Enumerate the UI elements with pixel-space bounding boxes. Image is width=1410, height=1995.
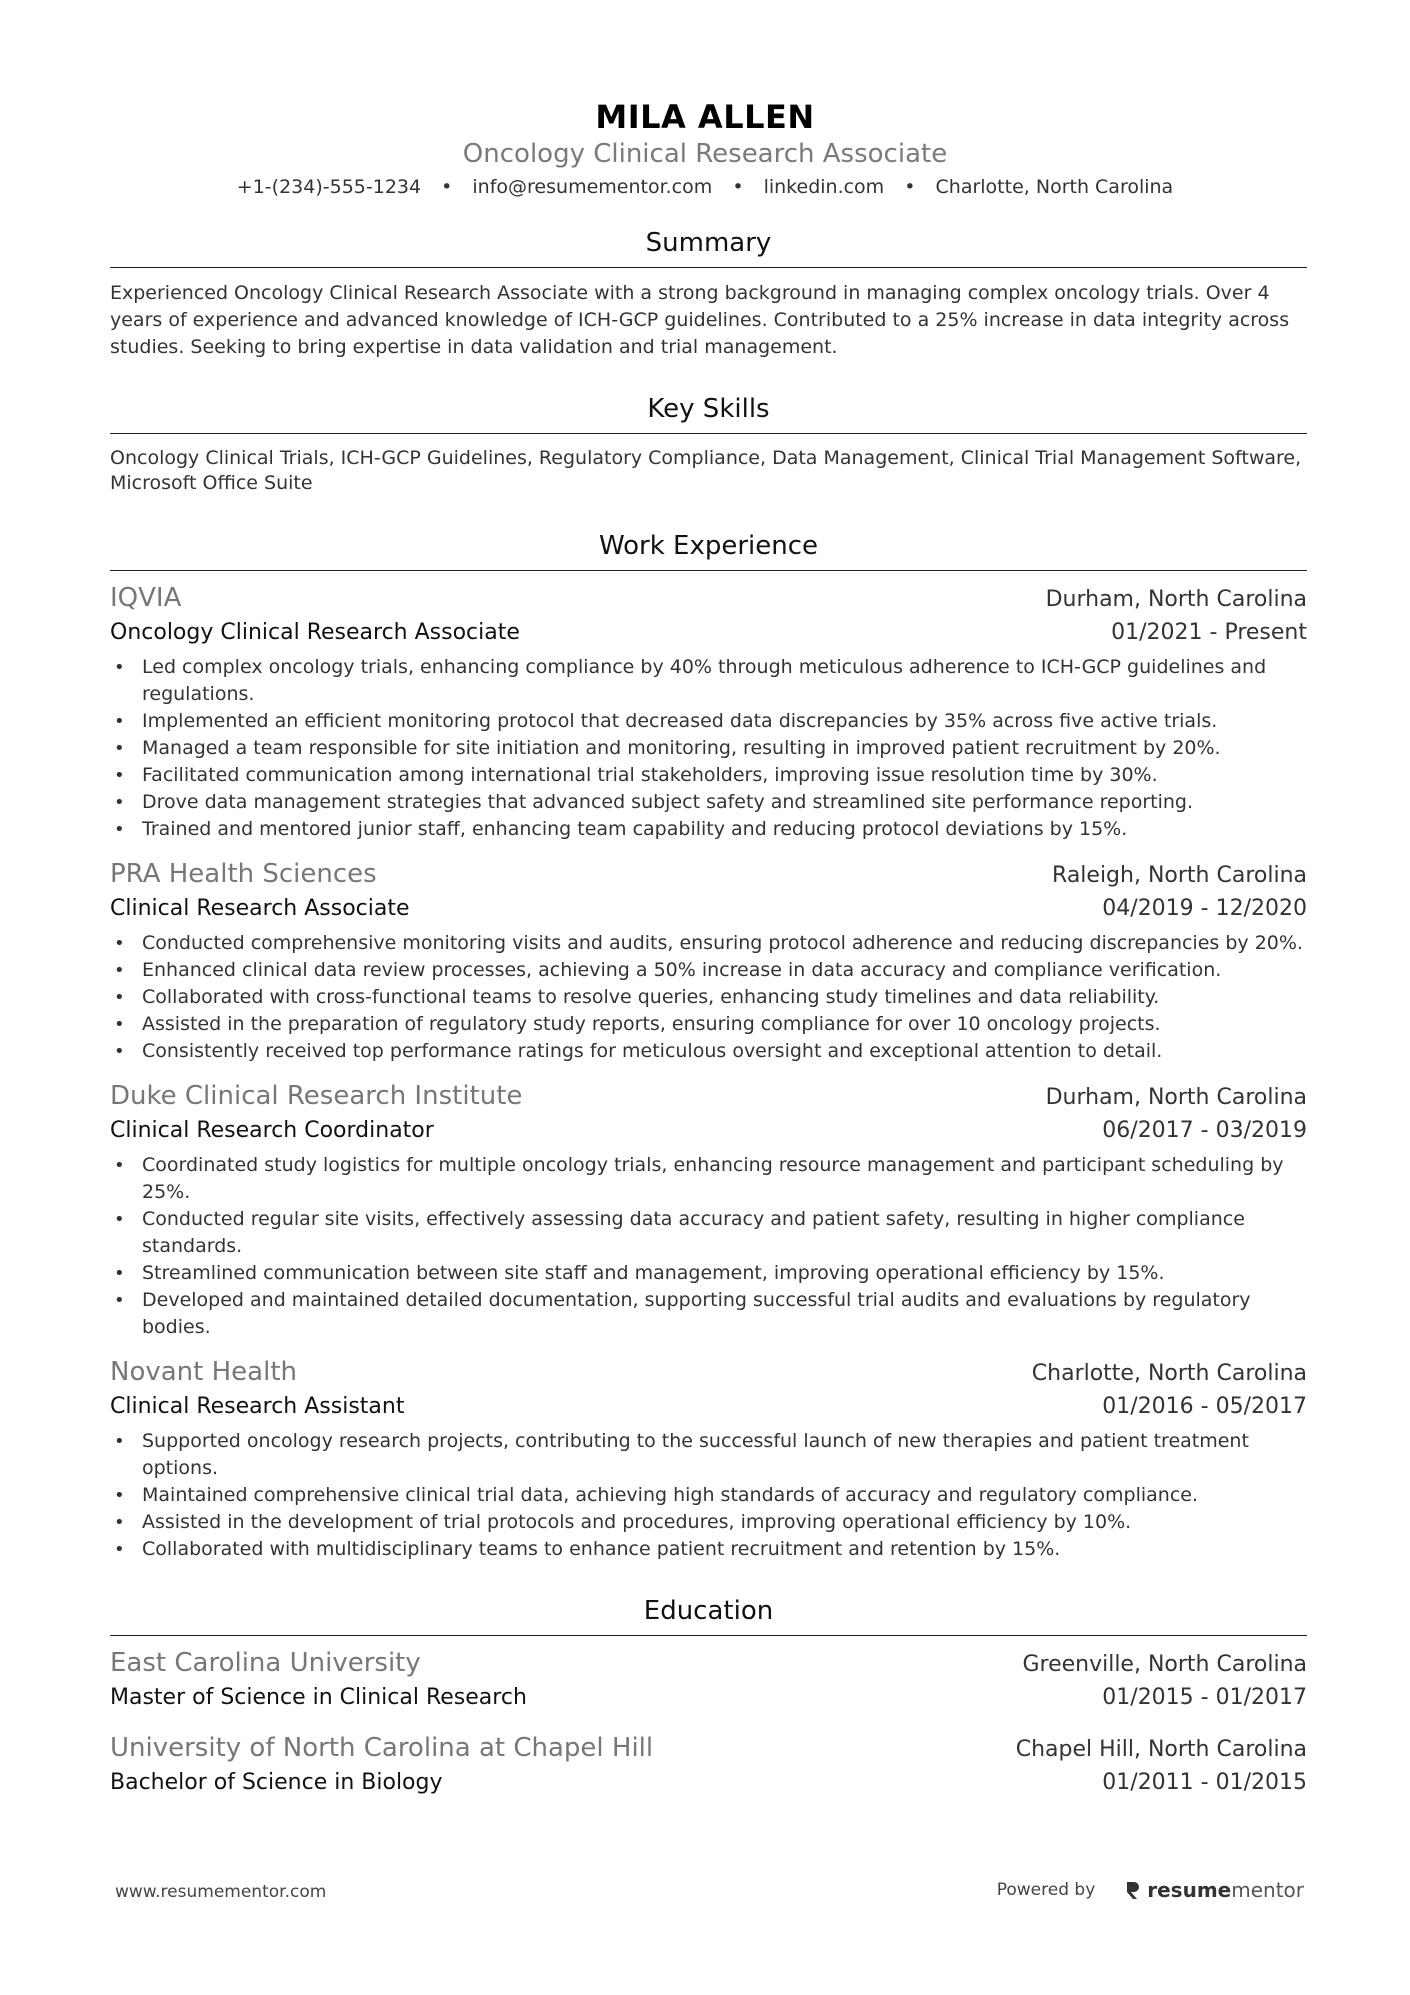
job-bullet: • Implemented an efficient monitoring protocol that decreased data discrepancies by 35% across five active trials. [110,708,1307,735]
experience-section [110,528,1307,1563]
powered-by-label: Powered by [996,1880,1096,1900]
job-location: Durham, North Carolina [1045,587,1307,612]
job-location: Charlotte, North Carolina [1031,1361,1307,1386]
job-bullet: • Enhanced clinical data review processes, achieving a 50% increase in data accuracy and compliance verification. [110,957,1307,984]
job-dates: 04/2019 - 12/2020 [1102,896,1307,921]
footer-website-link[interactable]: www.resumementor.com [115,1882,327,1902]
job-bullet: • Maintained comprehensive clinical trial data, achieving high standards of accuracy and regulatory compliance. [110,1482,1307,1509]
section-title: Work Experience [598,531,819,561]
job-bullet: • Assisted in the development of trial protocols and procedures, improving operational efficiency by 10%. [110,1509,1307,1536]
brand-name-light: mentor [1231,1878,1304,1902]
skills-text: Oncology Clinical Trials, ICH-GCP Guidelines, Regulatory Compliance, Data Management, Clinical Trial Management Software, Microsoft Office Suite [110,447,1302,494]
job-bullet: • Supported oncology research projects, contributing to the successful launch of new therapies and patient treatment options. [110,1428,1307,1482]
job-location: Raleigh, North Carolina [1052,863,1307,888]
job-bullet: • Conducted comprehensive monitoring visits and audits, ensuring protocol adherence and reducing discrepancies by 20%. [110,930,1307,957]
degree: Master of Science in Clinical Research [110,1685,527,1710]
degree: Bachelor of Science in Biology [110,1770,443,1795]
company-name: IQVIA [110,583,182,613]
contact-email[interactable]: info@resumementor.com [472,176,713,198]
company-name: Novant Health [110,1357,297,1387]
summary-text: Experienced Oncology Clinical Research Associate with a strong background in managing complex oncology trials. Over 4 years of experience and advanced knowledge of ICH-GCP guidelines. Contributed to a 25% increase in data integrity across studies. Seeking to bring expertise in data validation and trial management. [110,282,1290,358]
job-bullet: • Collaborated with cross-functional teams to resolve queries, enhancing study timelines and data reliability. [110,984,1307,1011]
footer-branding [997,1878,1304,1902]
job-bullet: • Trained and mentored junior staff, enhancing team capability and reducing protocol deviations by 15%. [110,816,1307,843]
resume-header [0,97,1410,201]
section-divider [110,1635,1307,1636]
job-bullets [110,1428,1307,1563]
contact-separator: • [441,176,453,198]
school-name: East Carolina University [110,1648,421,1678]
contact-phone: +1-(234)-555-1234 [236,176,422,198]
job-location: Durham, North Carolina [1045,1085,1307,1110]
contact-line [0,173,1410,201]
job-bullets [110,1152,1307,1341]
job-bullet: • Consistently received top performance ratings for meticulous oversight and exceptional attention to detail. [110,1038,1307,1065]
section-divider [110,267,1307,268]
skills-section [110,391,1307,496]
job-title: Clinical Research Assistant [110,1394,405,1419]
job-title: Clinical Research Associate [110,896,410,921]
job-bullet: • Managed a team responsible for site initiation and monitoring, resulting in improved patient recruitment by 20%. [110,735,1307,762]
candidate-name: MILA ALLEN [595,98,815,136]
job-bullet: • Conducted regular site visits, effectively assessing data accuracy and patient safety, resulting in higher compliance standards. [110,1206,1307,1260]
section-divider [110,433,1307,434]
job-bullets [110,930,1307,1065]
education-dates: 01/2015 - 01/2017 [1102,1685,1307,1710]
job-entry [110,857,1307,1065]
job-bullet: • Assisted in the preparation of regulatory study reports, ensuring compliance for over 10 oncology projects. [110,1011,1307,1038]
education-dates: 01/2011 - 01/2015 [1102,1770,1307,1795]
section-divider [110,570,1307,571]
company-name: Duke Clinical Research Institute [110,1081,523,1111]
education-entry [110,1646,1307,1715]
job-bullet: • Coordinated study logistics for multiple oncology trials, enhancing resource management and participant scheduling by 25%. [110,1152,1307,1206]
brand-name-bold: resume [1147,1878,1232,1902]
job-bullet: • Drove data management strategies that advanced subject safety and streamlined site performance reporting. [110,789,1307,816]
job-bullet: • Streamlined communication between site staff and management, improving operational efficiency by 15%. [110,1260,1307,1287]
section-title: Summary [645,228,772,258]
brand-logo[interactable] [1125,1878,1304,1902]
job-bullets [110,654,1307,843]
school-location: Chapel Hill, North Carolina [1015,1737,1307,1762]
job-entry [110,1355,1307,1563]
contact-linkedin[interactable]: linkedin.com [763,176,885,198]
education-section [110,1593,1307,1800]
job-dates: 06/2017 - 03/2019 [1102,1118,1307,1143]
contact-location: Charlotte, North Carolina [935,176,1174,198]
candidate-role: Oncology Clinical Research Associate [462,139,948,169]
job-bullet: • Collaborated with multidisciplinary teams to enhance patient recruitment and retention by 15%. [110,1536,1307,1563]
job-bullet: • Led complex oncology trials, enhancing compliance by 40% through meticulous adherence to ICH-GCP guidelines and regulations. [110,654,1307,708]
resume-body [110,225,1307,1800]
education-entry [110,1731,1307,1800]
company-name: PRA Health Sciences [110,859,377,889]
job-bullet: • Facilitated communication among international trial stakeholders, improving issue resolution time by 30%. [110,762,1307,789]
contact-separator: • [904,176,916,198]
job-entry [110,581,1307,843]
job-dates: 01/2021 - Present [1111,620,1307,645]
job-title: Clinical Research Coordinator [110,1118,434,1143]
section-title: Key Skills [647,394,770,424]
job-title: Oncology Clinical Research Associate [110,620,520,645]
school-location: Greenville, North Carolina [1022,1652,1307,1677]
section-title: Education [643,1596,774,1626]
summary-section [110,225,1307,361]
job-dates: 01/2016 - 05/2017 [1102,1394,1307,1419]
job-entry [110,1079,1307,1341]
job-bullet: • Developed and maintained detailed documentation, supporting successful trial audits and evaluations by regulatory bodies. [110,1287,1307,1341]
resumementor-logo-icon [1125,1880,1141,1900]
contact-separator: • [732,176,744,198]
school-name: University of North Carolina at Chapel Hill [110,1733,654,1763]
